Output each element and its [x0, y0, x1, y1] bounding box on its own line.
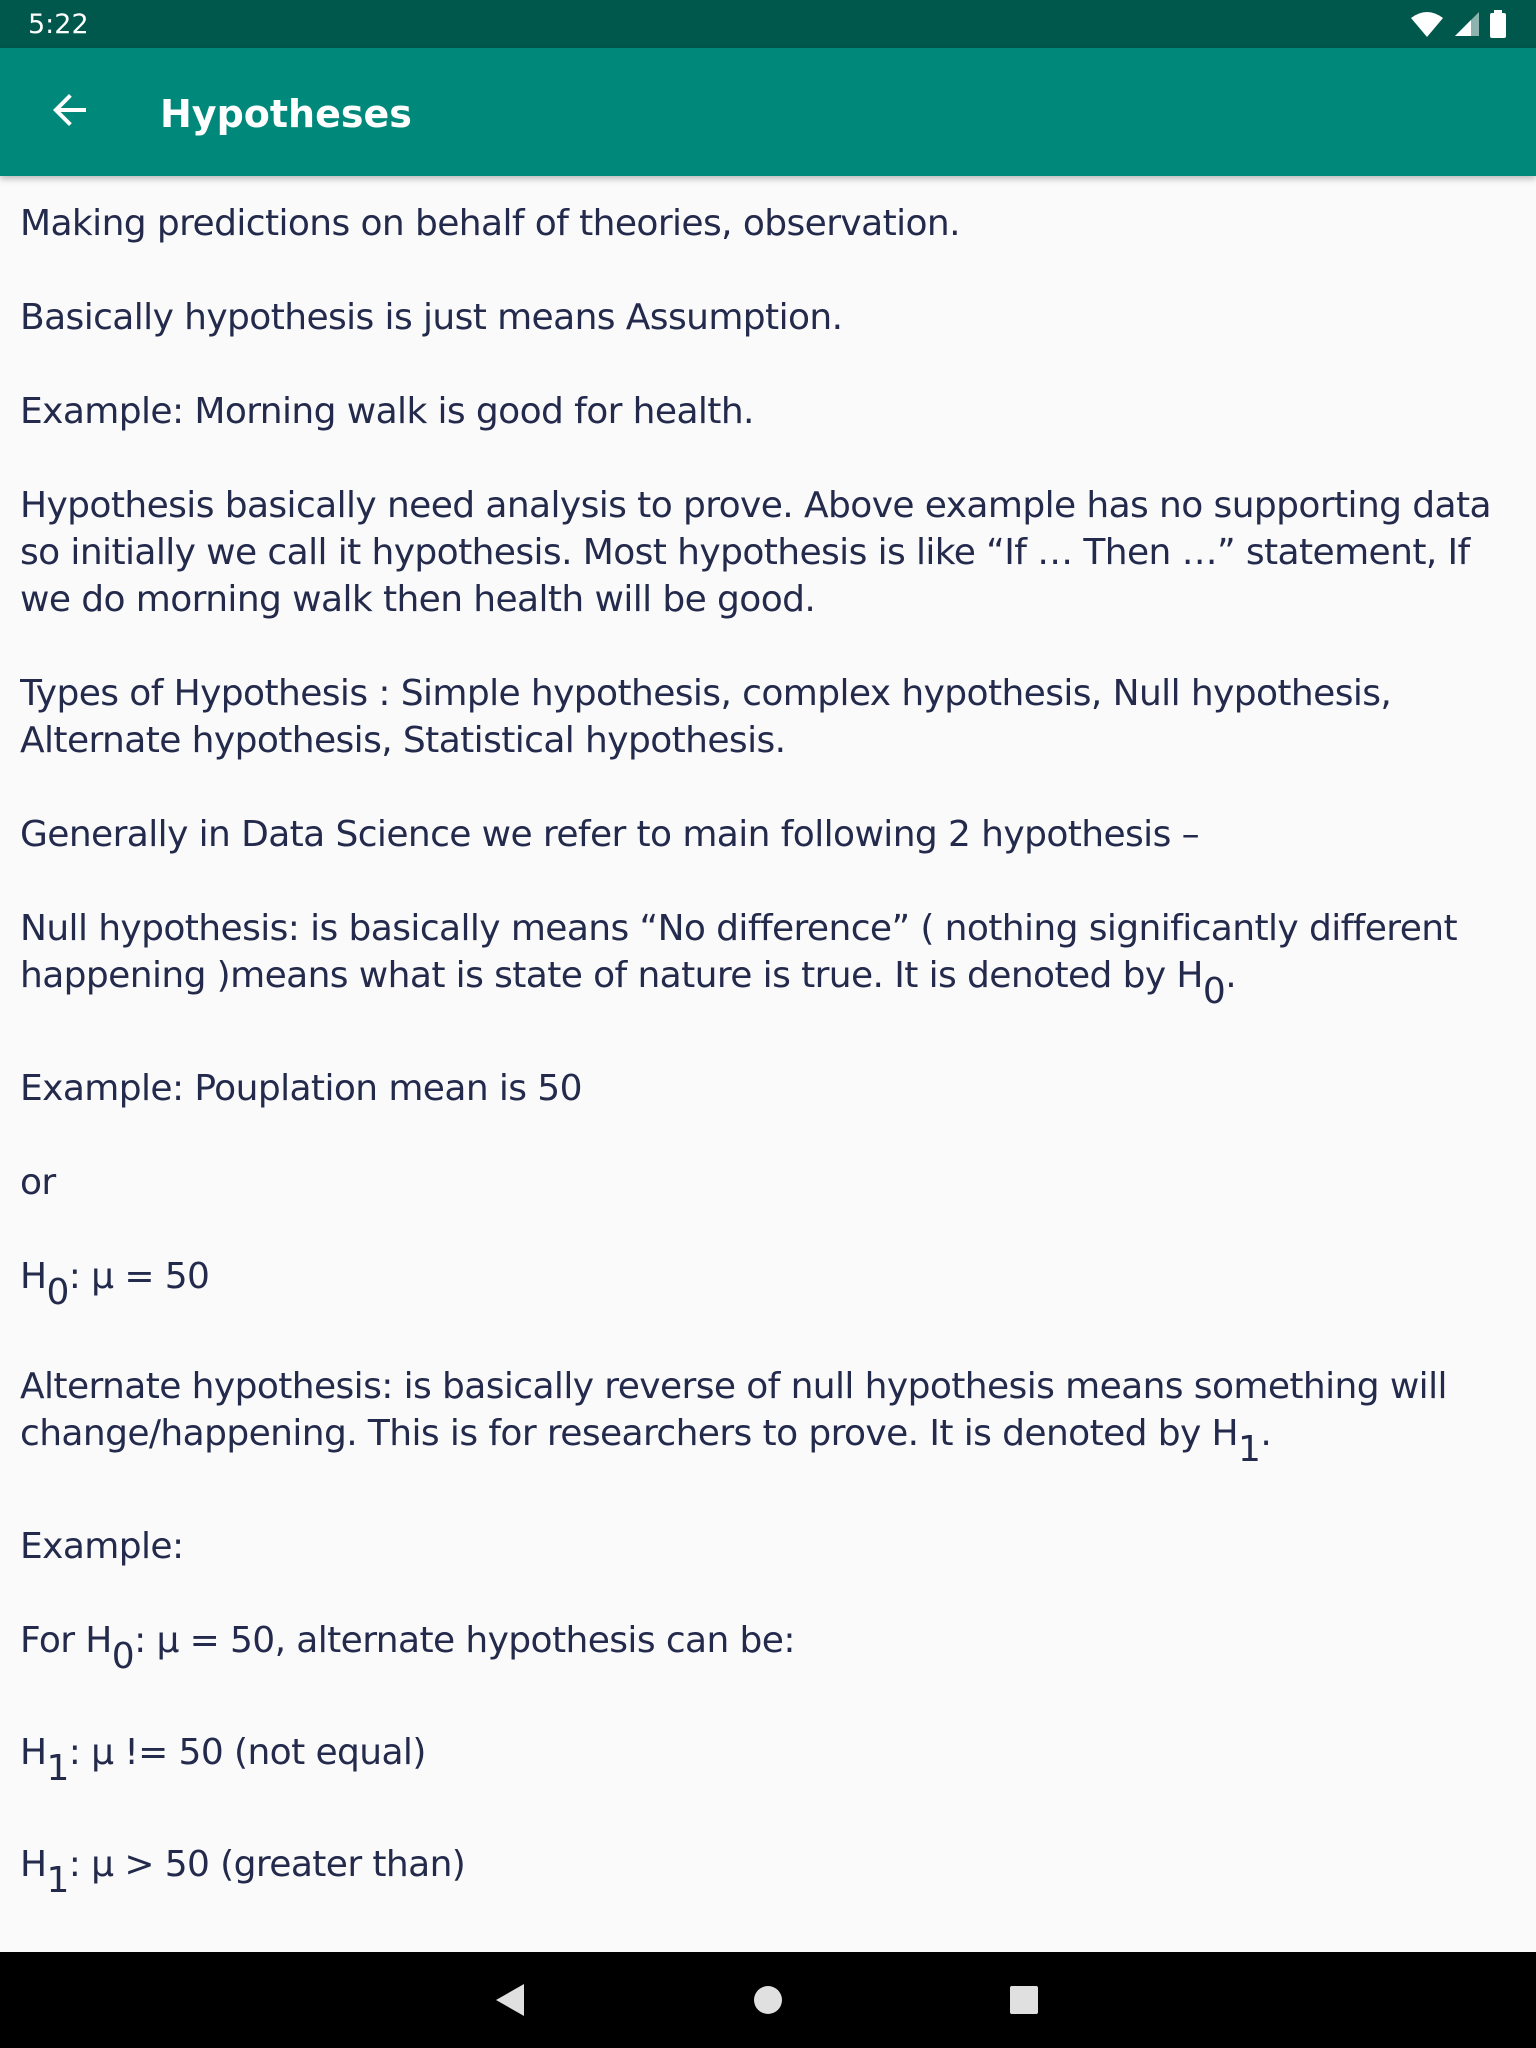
- formula-symbol: H: [20, 1844, 47, 1885]
- paragraph-example: Example:: [20, 1526, 184, 1567]
- nav-recents-icon: [1009, 1985, 1039, 2019]
- paragraph-data-science: Generally in Data Science we refer to main following 2 hypothesis –: [20, 814, 1199, 855]
- formula-h0: [20, 1253, 1520, 1313]
- paragraph-alternate-hypothesis: [20, 1363, 1520, 1470]
- formula-rest: : μ = 50, alternate hypothesis can be:: [134, 1620, 795, 1661]
- app-bar: [0, 48, 1536, 176]
- paragraph-assumption: Basically hypothesis is just means Assumption.: [20, 297, 843, 338]
- subscript: 0: [1202, 971, 1226, 1012]
- formula-symbol: H: [20, 1732, 47, 1773]
- paragraph-null-hypothesis: [20, 905, 1520, 1012]
- formula-prefix: For H: [20, 1620, 112, 1661]
- arrow-back-icon: [52, 92, 88, 132]
- subscript: 1: [1238, 1429, 1261, 1470]
- subscript: 0: [111, 1636, 135, 1677]
- paragraph-predictions: Making predictions on behalf of theories, observation.: [20, 203, 960, 244]
- page-title: Hypotheses: [160, 92, 412, 136]
- cell-signal-icon: [1454, 11, 1480, 37]
- nav-home-button[interactable]: [738, 1972, 798, 2032]
- formula-h1-not-equal: [20, 1729, 1520, 1789]
- nav-back-icon: [494, 1982, 526, 2022]
- formula-h1-greater-than: [20, 1841, 1520, 1901]
- formula-rest: : μ != 50 (not equal): [68, 1732, 426, 1773]
- nav-home-icon: [752, 1984, 784, 2020]
- subscript: 1: [46, 1748, 69, 1789]
- paragraph-types: Types of Hypothesis : Simple hypothesis, complex hypothesis, Null hypothesis, Alternate hypothesis, Statistical hypothesis.: [20, 673, 1392, 761]
- status-time: 5:22: [28, 9, 89, 40]
- status-icons: [1410, 10, 1506, 38]
- wifi-icon: [1410, 10, 1444, 38]
- back-button[interactable]: [34, 76, 106, 148]
- paragraph-example-population: Example: Pouplation mean is 50: [20, 1068, 582, 1109]
- nav-back-button[interactable]: [480, 1972, 540, 2032]
- navigation-bar: [0, 1952, 1536, 2048]
- paragraph-or: or: [20, 1162, 56, 1203]
- subscript: 1: [46, 1860, 69, 1901]
- battery-icon: [1490, 10, 1506, 38]
- formula-rest: : μ > 50 (greater than): [68, 1844, 466, 1885]
- status-bar: [0, 0, 1536, 48]
- article-content: [20, 176, 1520, 1952]
- paragraph-analysis: Hypothesis basically need analysis to prove. Above example has no supporting data so initially we call it hypothesis. Most hypothesis is like “If … Then …” statement, If we do morning walk then health will be good.: [20, 485, 1491, 620]
- null-hypothesis-text: Null hypothesis: is basically means “No difference” ( nothing significantly different happening )means what is state of nature is true. It is denoted by H: [20, 908, 1457, 996]
- subscript: 0: [46, 1272, 69, 1313]
- paragraph-for-h0: [20, 1617, 1520, 1677]
- formula-symbol: H: [20, 1256, 47, 1297]
- formula-rest: : μ = 50: [68, 1256, 210, 1297]
- nav-recents-button[interactable]: [994, 1972, 1054, 2032]
- paragraph-example-morning-walk: Example: Morning walk is good for health.: [20, 391, 754, 432]
- alternate-hypothesis-text: Alternate hypothesis: is basically reverse of null hypothesis means something will change/happening. This is for researchers to prove. It is denoted by H: [20, 1366, 1447, 1454]
- period: .: [1260, 1413, 1272, 1454]
- period: .: [1225, 955, 1237, 996]
